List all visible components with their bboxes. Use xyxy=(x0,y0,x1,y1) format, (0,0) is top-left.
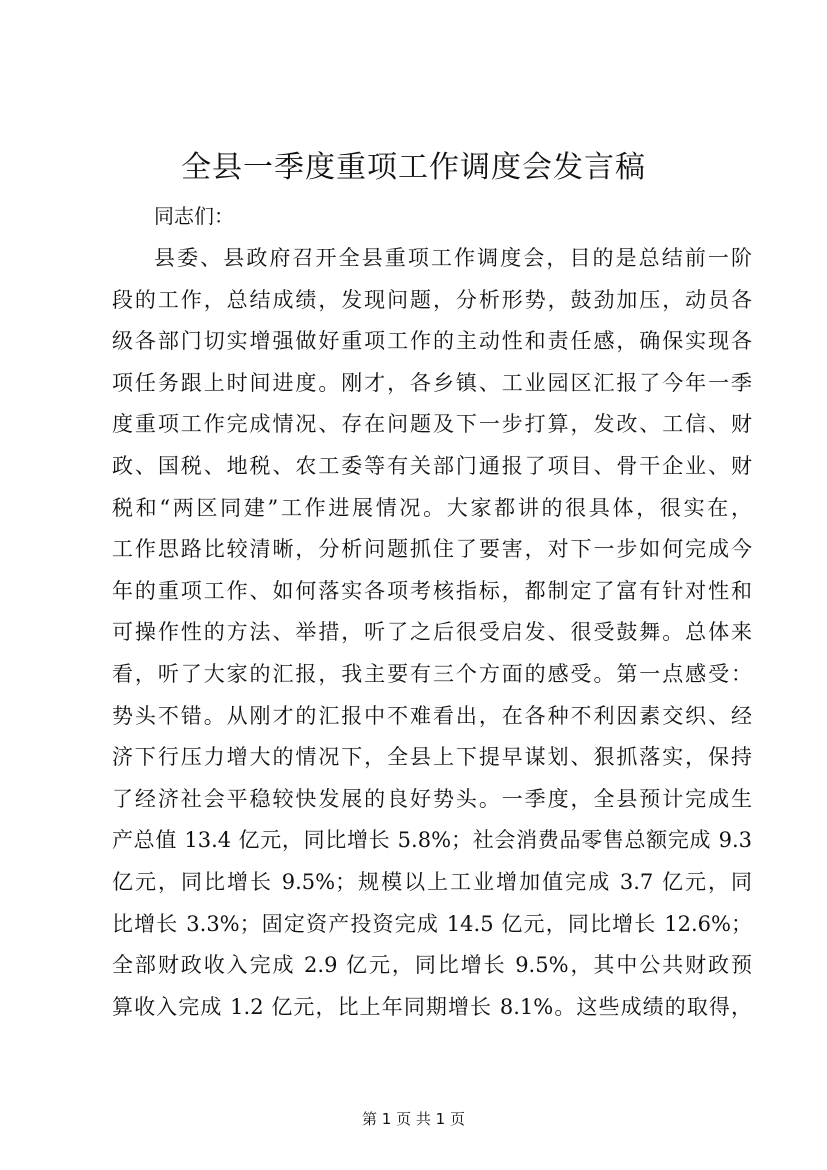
body-line: 段的工作，总结成绩，发现问题，分析形势，鼓劲加压，动员各 xyxy=(112,287,752,312)
body-line: 比增长 3.3%；固定资产投资完成 14.5 亿元，同比增长 12.6%； xyxy=(112,911,752,936)
body-text xyxy=(112,238,752,1028)
page-footer: 第 1 页 共 1 页 xyxy=(362,1110,465,1128)
document-title: 全县一季度重项工作调度会发言稿 xyxy=(181,150,646,185)
salutation: 同志们： xyxy=(154,204,234,228)
body-line: 度重项工作完成情况、存在问题及下一步打算，发改、工信、财 xyxy=(112,412,752,437)
body-line: 产总值 13.4 亿元，同比增长 5.8%；社会消费品零售总额完成 9.3 xyxy=(112,828,752,853)
body-line: 年的重项工作、如何落实各项考核指标，都制定了富有针对性和 xyxy=(112,578,752,603)
body-line: 算收入完成 1.2 亿元，比上年同期增长 8.1%。这些成绩的取得， xyxy=(112,994,752,1019)
body-line: 级各部门切实增强做好重项工作的主动性和责任感，确保实现各 xyxy=(112,329,752,354)
body-line: 项任务跟上时间进度。刚才，各乡镇、工业园区汇报了今年一季 xyxy=(112,370,752,395)
body-line: 全部财政收入完成 2.9 亿元，同比增长 9.5%，其中公共财政预 xyxy=(112,953,752,978)
body-line: 可操作性的方法、举措，听了之后很受启发、很受鼓舞。总体来 xyxy=(112,620,752,645)
body-line: 亿元，同比增长 9.5%；规模以上工业增加值完成 3.7 亿元，同 xyxy=(112,869,752,894)
body-line: 看，听了大家的汇报，我主要有三个方面的感受。第一点感受： xyxy=(112,661,752,686)
body-line: 了经济社会平稳较快发展的良好势头。一季度，全县预计完成生 xyxy=(112,786,752,811)
body-line: 县委、县政府召开全县重项工作调度会，目的是总结前一阶 xyxy=(154,246,752,270)
body-line: 势头不错。从刚才的汇报中不难看出，在各种不利因素交织、经 xyxy=(112,703,752,728)
body-line: 工作思路比较清晰，分析问题抓住了要害，对下一步如何完成今 xyxy=(112,537,752,562)
body-line: 政、国税、地税、农工委等有关部门通报了项目、骨干企业、财 xyxy=(112,453,752,478)
body-line: 税和“两区同建”工作进展情况。大家都讲的很具体，很实在， xyxy=(112,495,752,520)
body-line: 济下行压力增大的情况下，全县上下提早谋划、狠抓落实，保持 xyxy=(112,745,752,770)
